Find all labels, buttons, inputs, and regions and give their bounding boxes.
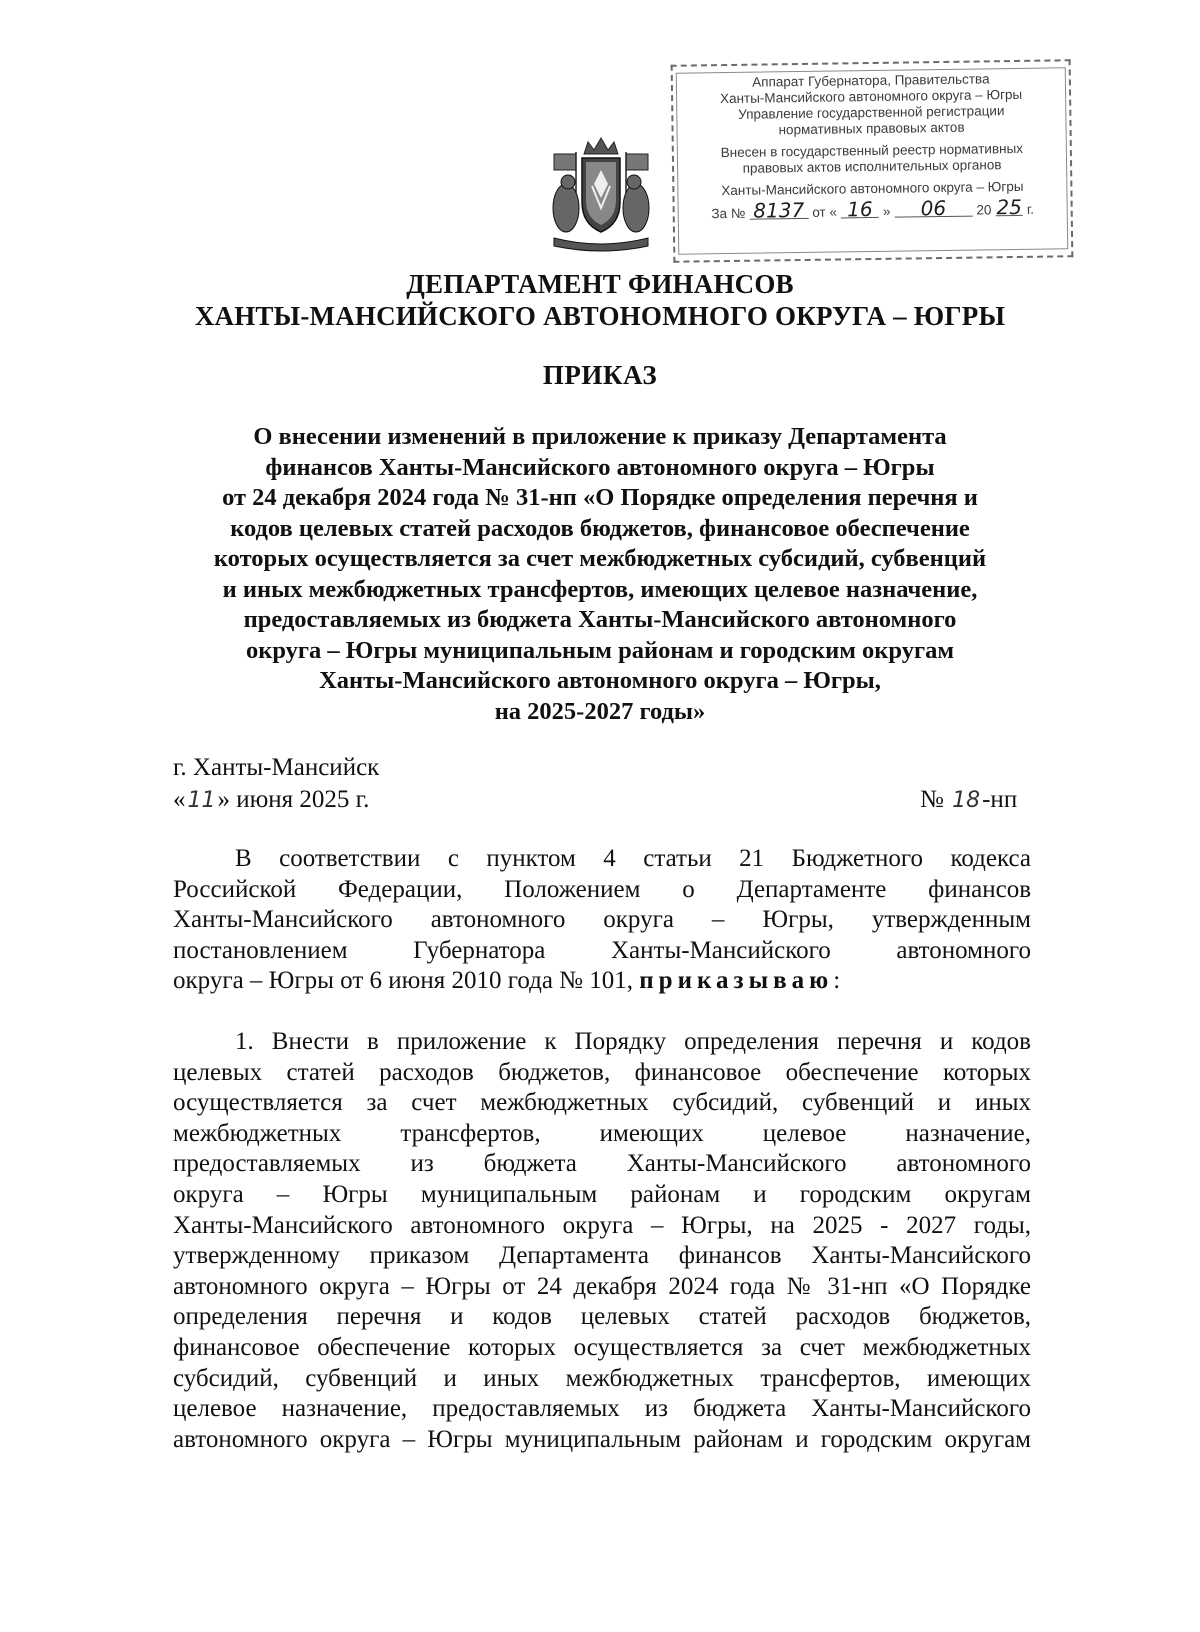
stamp-line: Ханты-Мансийского автономного округа – Югры <box>719 86 1023 107</box>
subject-line: и иных межбюджетных трансфертов, имеющих целевое назначение, <box>222 575 978 603</box>
stamp-reg-number: 8137 <box>749 202 808 220</box>
date-day-handwritten: 11 <box>187 788 216 813</box>
stamp-line: Аппарат Губернатора, Правительства <box>752 71 990 90</box>
paragraph-line: целевое назначение, предоставляемых из бюджета Ханты-Мансийского <box>173 1395 1031 1423</box>
subject-line: округа – Югры муниципальным районам и городским округам <box>245 636 955 664</box>
stamp-year-suffix: 25 <box>996 194 1023 220</box>
paragraph-line-text: В соответствии с пунктом 4 статьи 21 Бюджетного кодекса <box>235 845 1031 872</box>
subject-line: от 24 декабря 2024 года № 31-нп «О Порядке определения перечня и <box>222 484 978 511</box>
paragraph-line: предоставляемых из бюджета Ханты-Мансийского автономного <box>173 1150 1031 1178</box>
stamp-quote: » <box>882 203 891 219</box>
subject-line: Ханты-Мансийского автономного округа – Югры, <box>319 667 881 694</box>
subject-line: кодов целевых статей расходов бюджетов, финансовое обеспечение <box>230 514 970 542</box>
paragraph-line: округа – Югры муниципальным районам и городским округам <box>173 1180 1031 1208</box>
paragraph-line: автономного округа – Югры муниципальным районам и городским округам <box>173 1425 1031 1453</box>
colon: : <box>833 967 841 995</box>
preamble-paragraph <box>173 844 1031 997</box>
order-number <box>920 786 1017 814</box>
date-rest: » июня 2025 г. <box>217 786 370 813</box>
clause-1-paragraph <box>173 1027 1031 1455</box>
paragraph-line: целевых статей расходов бюджетов, финансовое обеспечение которых <box>173 1058 1031 1086</box>
paragraph-line: межбюджетных трансфертов, имеющих целевое назначение, <box>173 1119 1031 1147</box>
stamp-day: 16 <box>841 201 879 219</box>
document-type-title: ПРИКАЗ <box>542 360 658 390</box>
subject-line: которых осуществляется за счет межбюджетных субсидий, субвенций <box>213 545 987 572</box>
stamp-line: Внесен в государственный реестр нормативных <box>720 140 1024 161</box>
paragraph-line <box>173 844 1031 875</box>
number-handwritten: 18 <box>952 788 981 813</box>
stamp-line: нормативных правовых актов <box>778 119 965 138</box>
paragraph-line: Ханты-Мансийского автономного округа – Югры, на 2025 - 2027 годы, <box>173 1211 1031 1239</box>
stamp-year-mark: г. <box>1026 201 1035 217</box>
stamp-registration-row <box>679 194 1067 223</box>
number-suffix: -нп <box>982 786 1018 813</box>
organization-name-line1: ДЕПАРТАМЕНТ ФИНАНСОВ <box>406 269 794 299</box>
subject-line: предоставляемых из бюджета Ханты-Мансийского автономного <box>243 606 957 633</box>
stamp-label-no: За № <box>711 205 746 222</box>
paragraph-line <box>173 1027 1031 1058</box>
paragraph-line: Ханты-Мансийского автономного округа – Югры, утвержденным <box>173 906 1031 934</box>
stamp-line: Управление государственной регистрации <box>738 103 1005 122</box>
number-prefix: № <box>920 786 944 813</box>
paragraph-line-text: округа – Югры от 6 июня 2010 года № 101, <box>173 967 640 995</box>
subject-line: О внесении изменений в приложение к приказу Департамента <box>253 423 947 450</box>
paragraph-line: осуществляется за счет межбюджетных субсидий, субвенций и иных <box>173 1089 1031 1117</box>
paragraph-line-text: 1. Внести в приложение к Порядку определения перечня и кодов <box>235 1028 1031 1055</box>
paragraph-line: утвержденному приказом Департамента финансов Ханты-Мансийского <box>173 1242 1031 1270</box>
registration-stamp <box>671 59 1074 263</box>
subject-line: на 2025-2027 годы» <box>494 697 706 725</box>
order-subject <box>170 422 1030 727</box>
paragraph-line <box>173 966 1031 997</box>
order-word: приказываю <box>639 967 834 995</box>
paragraph-line: определения перечня и кодов целевых статей расходов бюджетов, <box>173 1303 1031 1331</box>
subject-line: финансов Ханты-Мансийского автономного округа – Югры <box>265 453 935 481</box>
stamp-year-prefix: 20 <box>976 202 992 218</box>
date-open-quote: « <box>173 786 186 813</box>
paragraph-line: автономного округа – Югры от 24 декабря 2024 года № 31-нп «О Порядке <box>173 1272 1031 1300</box>
city-name: г. Ханты-Мансийск <box>173 754 380 781</box>
stamp-label-from: от « <box>812 204 838 220</box>
paragraph-line: финансовое обеспечение которых осуществляется за счет межбюджетных <box>173 1333 1031 1361</box>
stamp-month: 06 <box>894 200 972 218</box>
organization-name-line2: ХАНТЫ-МАНСИЙСКОГО АВТОНОМНОГО ОКРУГА – ЮГРЫ <box>194 301 1006 331</box>
coat-of-arms-emblem <box>548 134 654 254</box>
stamp-line: правовых актов исполнительных органов <box>742 157 1002 176</box>
stamp-region: Ханты-Мансийского автономного округа – Югры <box>721 178 1024 199</box>
paragraph-line: постановлением Губернатора Ханты-Мансийского автономного <box>173 936 1031 964</box>
order-date <box>173 786 369 814</box>
paragraph-line: субсидий, субвенций и иных межбюджетных трансфертов, имеющих <box>173 1364 1031 1392</box>
paragraph-line: Российской Федерации, Положением о Департаменте финансов <box>173 875 1031 903</box>
